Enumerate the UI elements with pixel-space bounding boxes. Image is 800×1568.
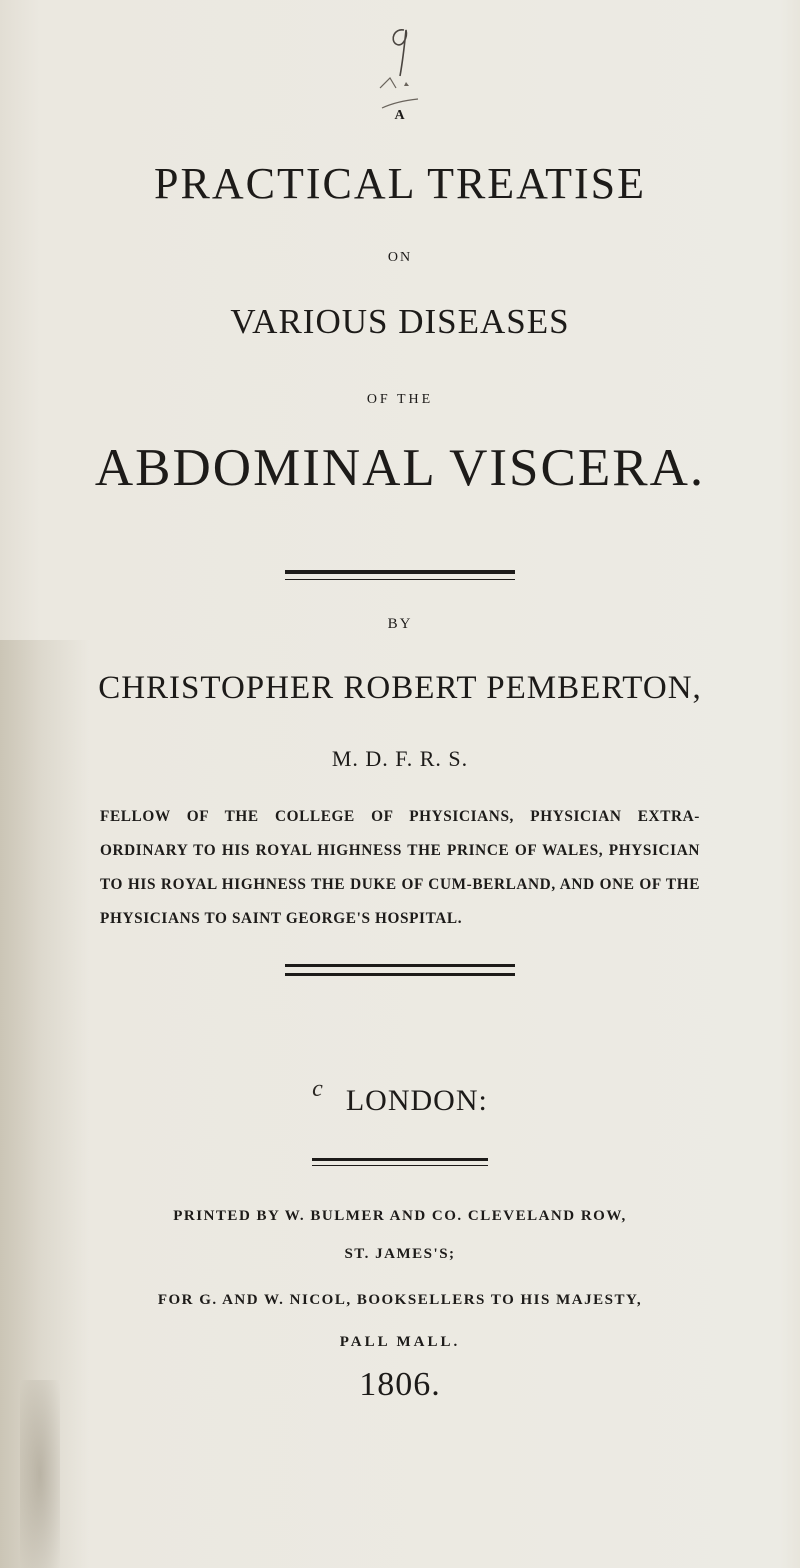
- divider-rule: [285, 570, 515, 580]
- author-description: FELLOW OF THE COLLEGE OF PHYSICIANS, PHYSICIAN EXTRA-ORDINARY TO HIS ROYAL HIGHNESS THE PRINCE OF WALES, PHYSICIAN TO HIS ROYAL HIGHNESS THE DUKE OF CUM-BERLAND, AND ONE OF THE PHYSICIANS TO SAINT GEORGE'S HOSPITAL.: [100, 808, 700, 927]
- printer-line: PRINTED BY W. BULMER AND CO. CLEVELAND ROW,: [173, 1208, 627, 1224]
- title-connector-2: OF THE: [366, 392, 434, 407]
- divider-rule: [312, 1158, 488, 1166]
- title-line-3: ABDOMINAL VISCERA.: [94, 439, 706, 497]
- bookseller-line: FOR G. AND W. NICOL, BOOKSELLERS TO HIS MAJESTY,: [157, 1292, 643, 1308]
- publication-year: 1806.: [359, 1366, 441, 1403]
- divider-rule: [285, 964, 515, 976]
- by-label: BY: [387, 616, 413, 632]
- author-degrees: M. D. F. R. S.: [331, 746, 469, 771]
- manuscript-mark: [360, 10, 440, 110]
- paper-stain-bottom: [20, 1380, 60, 1568]
- title-line-2: VARIOUS DISEASES: [230, 302, 570, 341]
- title-connector-1: ON: [387, 250, 413, 265]
- title-article: A: [394, 108, 406, 123]
- imprint-place: [0, 1076, 800, 1118]
- title-line-1: PRACTICAL TREATISE: [154, 159, 646, 208]
- place-name: LONDON:: [345, 1084, 488, 1117]
- place-mark: c: [312, 1076, 324, 1102]
- author-name: CHRISTOPHER ROBERT PEMBERTON,: [98, 670, 702, 706]
- bookseller-location: PALL MALL.: [339, 1334, 461, 1350]
- printer-location: ST. JAMES'S;: [344, 1246, 456, 1262]
